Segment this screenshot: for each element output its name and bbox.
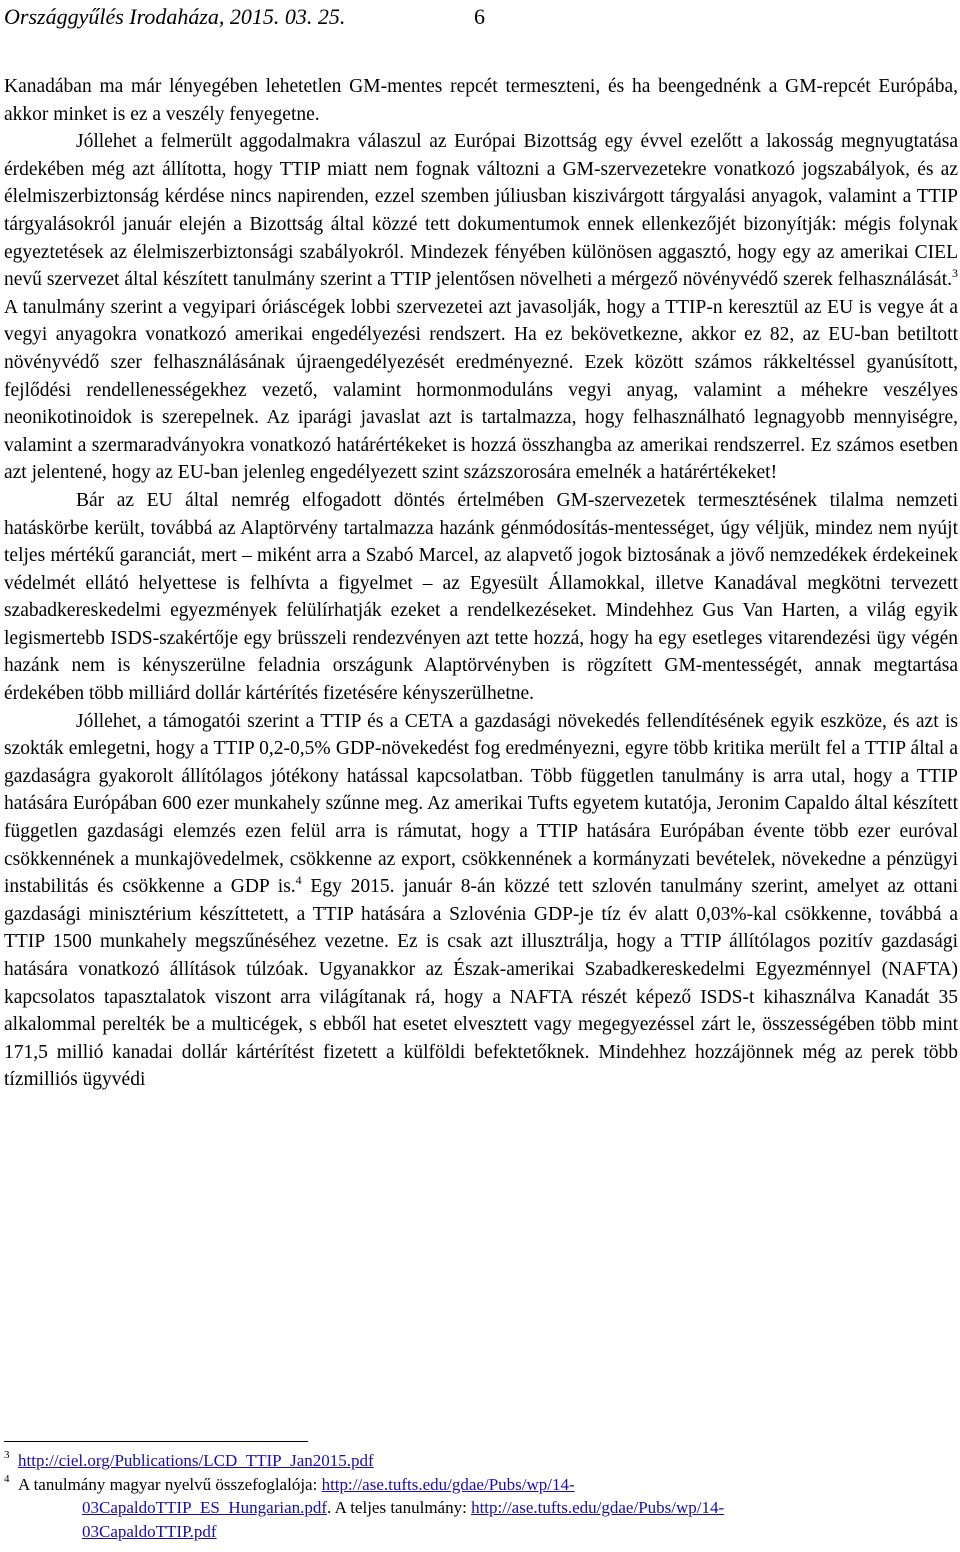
footnote-ref-4[interactable]: 4 xyxy=(295,873,302,888)
document-body xyxy=(4,73,958,1094)
footnote-continuation xyxy=(4,1496,958,1520)
paragraph-3 xyxy=(4,487,958,708)
paragraph-text: Jóllehet, a támogatói szerint a TTIP és a CETA a gazdasági növekedés fellendítésének egyik eszköze, és azt is szokták emlegetni, hogy a TTIP 0,2-0,5% GDP-növekedést fog eredményezni, egyre több kritika merült fel a TTIP által a gazdaságra gyakorolt állítólagos jótékony hatással kapcsolatban. Több független tanulmány is arra utal, hogy a TTIP hatására Európában 600 ezer munkahely szűnne meg. Az amerikai Tufts egyetem kutatója, Jeronim Capaldo által készített független gazdasági elemzés ezen felül arra is rámutat, hogy a TTIP hatására Európában évente több ezer euróval csökkennének a munkajövedelmek, csökkenne az export, csökkennének a kormányzati bevételek, növekedne a pénzügyi instabilitás és csökkenne a GDP is. xyxy=(4,710,958,898)
paragraph-text: A tanulmány szerint a vegyipari óriáscégek lobbi szervezetei azt javasolják, hogy a TTIP-n keresztül az EU is vegye át a vegyi anyagokra vonatkozó amerikai engedélyezési rendszert. Ha ez bekövetkezne, akkor ez 82, az EU-ban betiltott növényvédő szer felhasználásának újraengedélyezését eredményezné. Ezek között számos rákkeltéssel gyanúsított, fejlődési rendellenességekhez vezető, valamint hormonmoduláns vegyi anyag, valamint a méhekre veszélyes neonikotinoidok is szerepelnek. Az iparági javaslat azt is tartalmazza, hogy felhasználható legnagyobb mennyiségre, valamint a szermaradványokra vonatkozó határértékeket is hozzá összhangba az amerikai rendszerrel. Ez számos esetben azt jelentené, hogy az EU-ban jelenleg engedélyezett szint százszorosára emelnék a határértékeket! xyxy=(4,296,958,484)
paragraph-2 xyxy=(4,128,958,487)
paragraph-text: Kanadában ma már lényegében lehetetlen GM-mentes repcét termeszteni, és ha beengednénk a GM-repcét Európába, akkor minket is ez a veszély fenyegetne. xyxy=(4,76,958,125)
footnote-label: A tanulmány magyar nyelvű összefoglalója: xyxy=(18,1474,322,1494)
footnote-mark: 3 xyxy=(4,1449,10,1461)
footnote-divider xyxy=(4,1441,308,1442)
page-header xyxy=(0,0,960,36)
footnotes xyxy=(4,1449,958,1543)
footnote-text xyxy=(4,1473,958,1497)
footnote-link-full[interactable]: http://ase.tufts.edu/gdae/Pubs/wp/14- xyxy=(471,1498,725,1517)
footnote-3 xyxy=(4,1449,958,1473)
footnote-link-full-cont[interactable]: 03CapaldoTTIP.pdf xyxy=(82,1521,217,1541)
footnote-link-summary-cont[interactable]: 03CapaldoTTIP_ES_Hungarian.pdf xyxy=(82,1498,328,1517)
paragraph-text: Bár az EU által nemrég elfogadott döntés értelmében GM-szervezetek termesztésének tilalma nemzeti hatáskörbe került, továbbá az Alaptörvény tartalmazza hazánk génmódosítás-mentességet, úgy véljük, mindez nem nyújt teljes mértékű garanciát, mert – miként arra a Szabó Marcel, az alapvető jogok biztosának a jövő nemzedékek érdekeinek védelmét ellátó helyettese is felhívta a figyelmet – az Egyesült Államokkal, illetve Kanadával megkötni tervezett szabadkereskedelmi egyezmények felülírhatják ezeket a rendelkezéseket. Mindehhez Gus Van Harten, a világ egyik legismertebb ISDS-szakértője egy brüsszeli rendezvényen azt tette hozzá, hogy ha egy esetleges vitarendezési ügy végén hazánk nem is kényszerülne feladnia országunk Alaptörvényben is rögzített GM-mentességét, annak megtartása érdekében több milliárd dollár kártérítés fizetésére kényszerülhetne. xyxy=(4,489,958,705)
page-number: 6 xyxy=(474,4,485,29)
footnote-label: . A teljes tanulmány: xyxy=(327,1498,472,1517)
footnote-link-summary[interactable]: http://ase.tufts.edu/gdae/Pubs/wp/14- xyxy=(321,1474,575,1494)
footnote-ref-3[interactable]: 3 xyxy=(952,266,958,281)
header-source: Országgyűlés Irodaháza, 2015. 03. 25. xyxy=(4,4,346,29)
footnote-text xyxy=(4,1449,958,1473)
paragraph-4 xyxy=(4,708,958,1094)
footnote-continuation xyxy=(4,1520,958,1544)
paragraph-1 xyxy=(4,73,958,128)
footnote-mark: 4 xyxy=(4,1472,10,1485)
footnote-4 xyxy=(4,1473,958,1544)
footnote-link[interactable]: http://ciel.org/Publications/LCD_TTIP_Jan2015.pdf xyxy=(18,1451,374,1470)
paragraph-text: Egy 2015. január 8-án közzé tett szlovén tanulmány szerint, amelyet az ottani gazdasági minisztérium készíttetett, a TTIP hatására a Szlovénia GDP-je tíz év alatt 0,03%-kal csökkenne, továbbá a TTIP 1500 munkahely megszűnéséhez vezetne. Ez is csak azt illusztrálja, hogy a TTIP állítólagos pozitív gazdasági hatására vonatkozó állítások túlzóak. Ugyanakkor az Észak-amerikai Szabadkereskedelmi Egyezménnyel (NAFTA) kapcsolatos tapasztalatok viszont arra világítanak rá, hogy a NAFTA részét képező ISDS-t kihasználva Kanadát 35 alkalommal perelték be a multicégek, s ebből hat esetet elvesztett vagy megegyezéssel zárt le, összességében több mint 171,5 millió kanadai dollár kártérítést fizetett a külföldi befektetőknek. Mindehhez hozzájönnek még az perek több tízmilliós ügyvédi xyxy=(4,876,958,1091)
paragraph-text: Jóllehet a felmerült aggodalmakra válaszul az Európai Bizottság egy évvel ezelőtt a lakosság megnyugtatása érdekében még azt állította, hogy TTIP miatt nem fognak változni a GM-szervezetekre vonatkozó jogszabályok, és az élelmiszerbiztonság kérdése nincs napirenden, ezzel szemben júliusban kiszivárgott tárgyalási anyagok, valamint a TTIP tárgyalásokról január elején a Bizottság által közzé tett dokumentumok ennek ellenkezőjét bizonyítják: mégis folynak egyeztetések az élelmiszerbiztonsági szabályokról. Mindezek fényében különösen aggasztó, hogy egy az amerikai CIEL nevű szervezet által készített tanulmány szerint a TTIP jelentősen növelheti a mérgező növényvédő szerek felhasználását. xyxy=(4,131,958,291)
